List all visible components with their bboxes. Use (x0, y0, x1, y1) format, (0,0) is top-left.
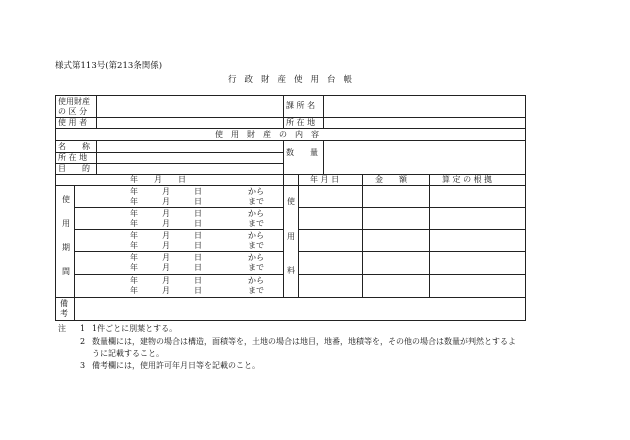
label-purpose: 目 的 (58, 164, 90, 173)
note-text-continued: うに記載すること。 (92, 349, 164, 358)
fee-vertical-3: 料 (287, 266, 295, 275)
fee-vertical-2: 用 (287, 232, 295, 241)
period-from: 年 月 日 (130, 231, 202, 240)
period-from: 年 月 日 (130, 253, 202, 262)
label-location: 所 在 地 (286, 118, 316, 127)
label-name: 名 称 (58, 142, 90, 151)
period-header: 年 月 日 (130, 175, 186, 184)
period-vertical-2: 用 (62, 219, 70, 228)
content-header: 使 用 財 産 の 内 容 (215, 130, 319, 139)
label-dept: 課 所 名 (286, 101, 316, 110)
period-to-suffix: まで (248, 286, 264, 295)
notes-prefix: 注 (58, 324, 66, 333)
period-to: 年 月 日 (130, 197, 202, 206)
label-user: 使 用 者 (58, 118, 88, 127)
fee-date-header: 年 月 日 (310, 175, 340, 184)
period-from-suffix: から (248, 231, 264, 240)
period-to: 年 月 日 (130, 286, 202, 295)
remarks-vertical-1: 備 (60, 299, 68, 308)
document-title: 行政財産使用台帳 (228, 75, 361, 85)
period-to-suffix: まで (248, 263, 264, 272)
note-number: 1 (80, 324, 86, 333)
period-from: 年 月 日 (130, 209, 202, 218)
period-from: 年 月 日 (130, 276, 202, 285)
fee-vertical-1: 使 (287, 197, 295, 206)
period-to-suffix: まで (248, 241, 264, 250)
form-number: 様式第113号(第213条関係) (55, 61, 163, 71)
period-from-suffix: から (248, 187, 264, 196)
note-number: 3 (80, 361, 86, 370)
label-prop-location: 所 在 地 (58, 153, 88, 162)
label-quantity: 数 量 (286, 148, 318, 157)
period-from-suffix: から (248, 209, 264, 218)
note-text: 備考欄には，使用許可年月日等を記載のこと。 (92, 361, 260, 370)
label-property-category-line1: 使用財産 (58, 97, 90, 106)
note-number: 2 (80, 337, 86, 346)
period-to-suffix: まで (248, 197, 264, 206)
note-text: 1件ごとに別葉とする。 (92, 324, 178, 333)
fee-amount-header: 金 額 (375, 175, 407, 184)
period-to-suffix: まで (248, 219, 264, 228)
period-from: 年 月 日 (130, 187, 202, 196)
period-to: 年 月 日 (130, 263, 202, 272)
period-vertical-1: 使 (62, 195, 70, 204)
period-from-suffix: から (248, 253, 264, 262)
period-vertical-4: 間 (62, 267, 70, 276)
note-text: 数量欄には，建物の場合は構造，面積等を，土地の場合は地目，地番，地積等を，その他の場合は数量が判然とするよ (92, 337, 516, 346)
period-to: 年 月 日 (130, 241, 202, 250)
fee-basis-header: 算 定 の 根 拠 (442, 175, 493, 184)
label-property-category-line2: の 区 分 (58, 107, 88, 116)
period-to: 年 月 日 (130, 219, 202, 228)
period-vertical-3: 期 (62, 243, 70, 252)
remarks-vertical-2: 考 (60, 309, 68, 318)
period-from-suffix: から (248, 276, 264, 285)
